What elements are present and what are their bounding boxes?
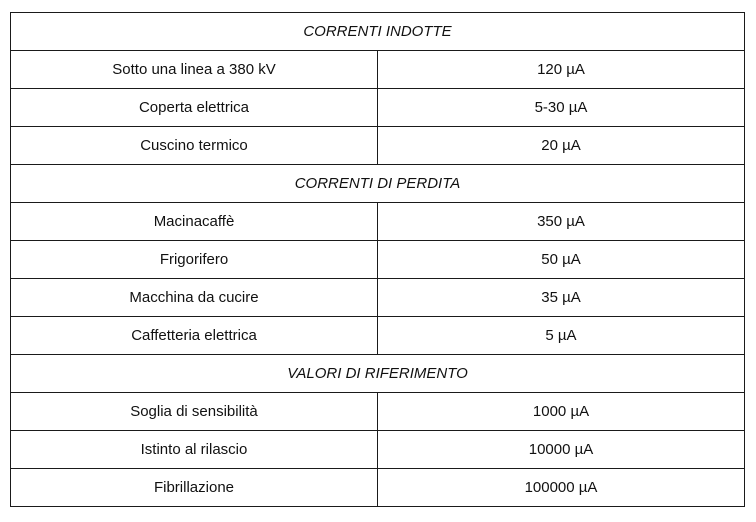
row-value: 120 µA [378,51,745,89]
section-title: CORRENTI INDOTTE [11,13,745,51]
table-row [11,469,745,507]
table-row [11,431,745,469]
row-label: Coperta elettrica [11,89,378,127]
currents-table [10,12,745,507]
row-value: 5-30 µA [378,89,745,127]
row-label: Frigorifero [11,241,378,279]
row-label: Istinto al rilascio [11,431,378,469]
table-row [11,51,745,89]
row-value: 1000 µA [378,393,745,431]
table-row [11,89,745,127]
section-header-row [11,13,745,51]
currents-table-body [11,13,745,507]
table-row [11,127,745,165]
table-row [11,203,745,241]
row-value: 350 µA [378,203,745,241]
row-value: 50 µA [378,241,745,279]
row-value: 5 µA [378,317,745,355]
row-label: Macinacaffè [11,203,378,241]
section-header-row [11,165,745,203]
section-title: VALORI DI RIFERIMENTO [11,355,745,393]
table-row [11,317,745,355]
row-label: Caffetteria elettrica [11,317,378,355]
row-value: 10000 µA [378,431,745,469]
row-label: Soglia di sensibilità [11,393,378,431]
table-row [11,241,745,279]
section-title: CORRENTI DI PERDITA [11,165,745,203]
row-value: 35 µA [378,279,745,317]
row-value: 20 µA [378,127,745,165]
row-label: Sotto una linea a 380 kV [11,51,378,89]
section-header-row [11,355,745,393]
row-value: 100000 µA [378,469,745,507]
row-label: Cuscino termico [11,127,378,165]
table-row [11,393,745,431]
table-row [11,279,745,317]
row-label: Fibrillazione [11,469,378,507]
row-label: Macchina da cucire [11,279,378,317]
